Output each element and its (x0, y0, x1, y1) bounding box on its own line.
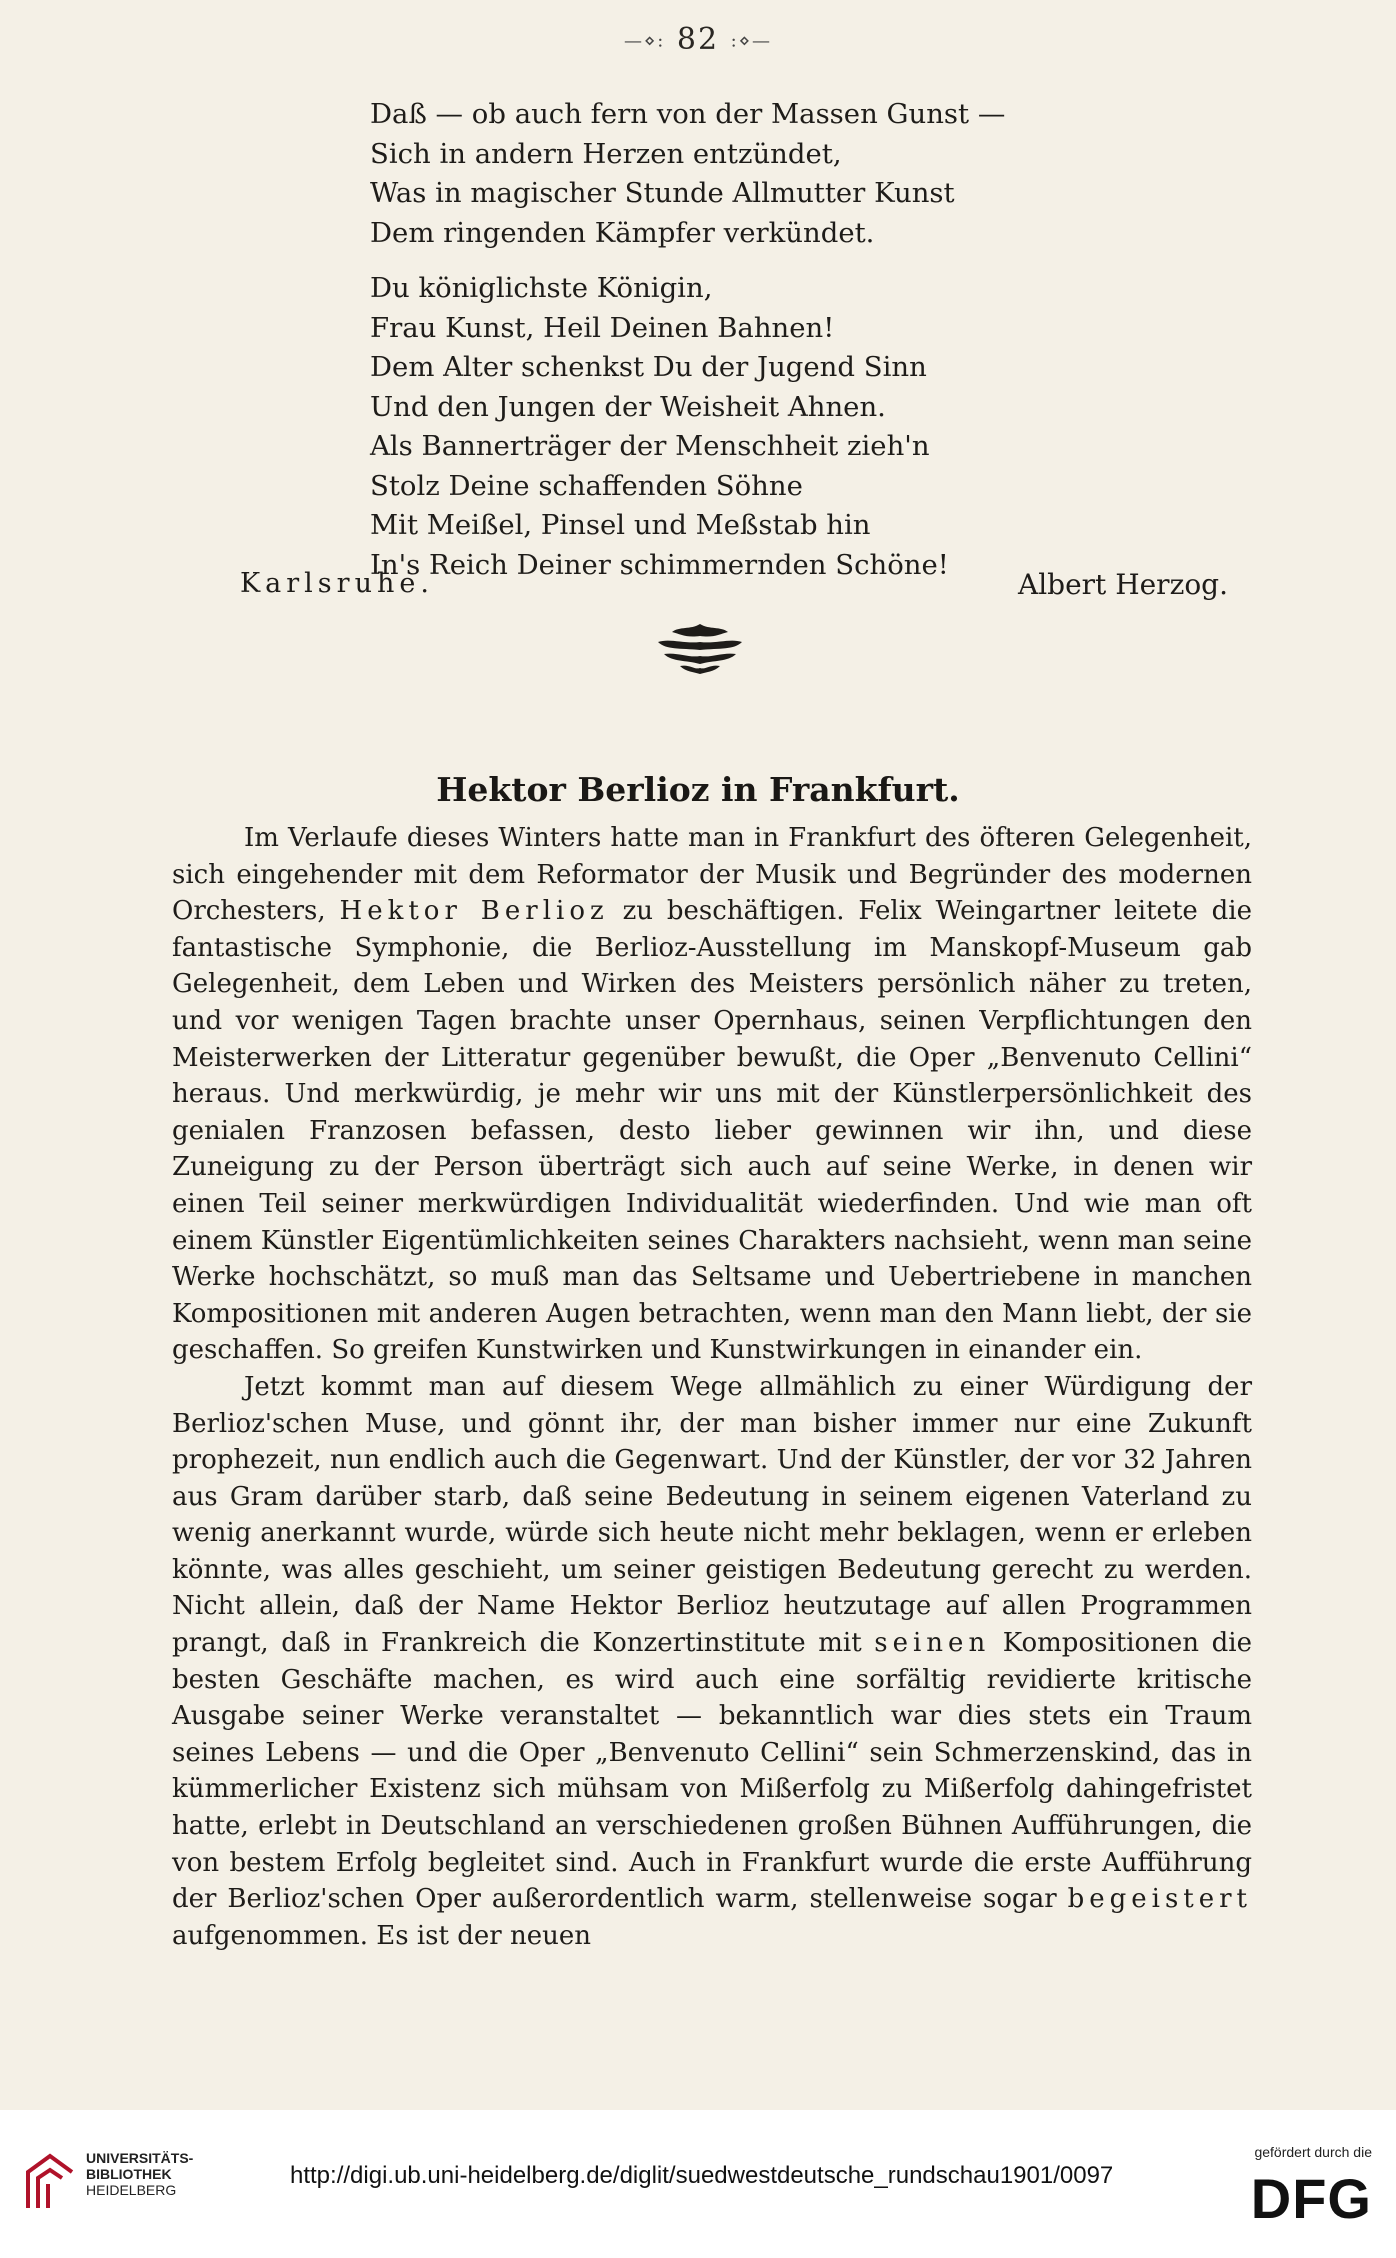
library-name-line: UNIVERSITÄTS- (86, 2150, 194, 2166)
page-number: 82 (676, 22, 720, 57)
source-url-link[interactable]: http://digi.ub.uni-heidelberg.de/diglit/suedwestdeutsche_rundschau1901/0097 (290, 2162, 1114, 2189)
library-name-line: BIBLIOTHEK (86, 2166, 172, 2182)
poem-line: Stolz Deine schaffenden Söhne (370, 469, 803, 502)
text-segment: Im Verlaufe dieses Winters hatte man in Frankfurt des öfteren Gelegenheit, sich eingehender mit dem Reformator der Musik und Begründer des modernen Orchesters, (172, 823, 1252, 927)
text-segment: Kompositionen die besten Geschäfte machen, es wird auch eine sorfältig revidierte kritische Ausgabe seiner Werke veranstaltet — bekanntlich war dies stets ein Traum seines Lebens — und die Oper „Benvenuto Cellini“ sein Schmerzenskind, das in kümmerlicher Existenz sich mühsam von Mißerfolg zu Mißerfolg dahingefristet hatte, erlebt in Deutschland an verschiedenen großen Bühnen Aufführungen, die von bestem Erfolg begleitet sind. Auch in Frankfurt wurde die erste Aufführung der Berlioz'schen Oper außerordentlich warm, stellenweise sogar (172, 1628, 1252, 1915)
poem-line: Mit Meißel, Pinsel und Meßstab hin (370, 509, 871, 541)
poem-line: Und den Jungen der Weisheit Ahnen. (370, 390, 886, 423)
library-name (86, 2150, 193, 2198)
text-segment: zu beschäftigen. Felix Weingartner leitete die fantastische Symphonie, die Berlioz-Ausstellung im Manskopf-Museum gab Gelegenheit, dem Leben und Wirken des Meisters persönlich näher zu treten, und vor wenigen Tagen brachte unser Opernhaus, seinen Verpflichtungen den Meisterwerken der Litteratur gegenüber bewußt, die Oper „Benvenuto Cellini“ heraus. Und merkwürdig, je mehr wir uns mit der Künstlerpersönlichkeit des genialen Franzosen befassen, desto lieber gewinnen wir ihn, und diese Zuneigung zu der Person überträgt sich auch auf seine Werke, in denen wir einen Teil seiner merkwürdigen Individualität wiederfinden. Und wie man oft einem Künstler Eigentümlichkeiten seines Charakters nachsieht, wenn man seine Werke hochschätzt, so muß man das Seltsame und Uebertriebene in manchen Kompositionen mit anderen Augen betrachten, wenn man den Mann liebt, der sie geschaffen. So greifen Kunstwirken und Kunstwirkungen in einander ein. (172, 896, 1253, 1366)
university-library-logo-icon (22, 2150, 78, 2214)
poem-line: Daß — ob auch fern von der Massen Gunst — (370, 98, 1006, 130)
library-name-line: HEIDELBERG (86, 2182, 177, 2198)
article-title: Hektor Berlioz in Frankfurt. (436, 770, 960, 809)
poem-line: Du königlichste Königin, (370, 272, 713, 304)
dfg-logo: DFG (1250, 2167, 1372, 2230)
header-ornament-right: :⋄— (730, 30, 772, 52)
poem-line: Was in magischer Stunde Allmutter Kunst (370, 177, 955, 209)
poem-author: Albert Herzog. (1017, 568, 1228, 601)
poem-line: Dem Alter schenkst Du der Jugend Sinn (370, 351, 927, 383)
poem-line: In's Reich Deiner schimmernden Schöne! (370, 548, 949, 581)
emphasized-word: begeistert (1067, 1884, 1252, 1915)
emphasized-name: Hektor Berlioz (339, 896, 609, 927)
text-segment: Jetzt kommt man auf diesem Wege allmählich zu einer Würdigung der Berlioz'schen Muse, und gönnt ihr, der man bisher immer nur eine Zukunft prophezeit, nun endlich auch die Gegenwart. Und der Künstler, der vor 32 Jahren aus Gram darüber starb, daß seine Bedeutung in seinem eigenen Vaterland zu wenig anerkannt wurde, würde sich heute nicht mehr beklagen, wenn er erleben könnte, was alles geschieht, um seiner geistigen Bedeutung gerecht zu werden. Nicht allein, daß der Name Hektor Berlioz heutzutage auf allen Programmen prangt, daß in Frankreich die Konzertinstitute mit (172, 1371, 1252, 1659)
article-paragraph (172, 820, 1252, 1369)
poem-place: Karlsruhe. (240, 568, 434, 599)
poem-line: Als Bannerträger der Menschheit zieh'n (370, 430, 930, 462)
page-header (0, 22, 1396, 57)
vignette-ornament-icon (650, 620, 750, 676)
poem (370, 95, 1005, 585)
poem-line: Sich in andern Herzen entzündet, (370, 137, 842, 170)
article-body (172, 820, 1252, 1954)
header-ornament-left: —⋄: (624, 30, 666, 52)
stanza-divider (370, 253, 1005, 269)
emphasized-word: seinen (874, 1628, 991, 1659)
text-segment: aufgenommen. Es ist der neuen (172, 1920, 591, 1951)
poem-line: Frau Kunst, Heil Deinen Bahnen! (370, 311, 835, 344)
digitization-footer (0, 2110, 1396, 2258)
poem-line: Dem ringenden Kämpfer verkündet. (370, 216, 875, 249)
article-paragraph (172, 1369, 1252, 1955)
funding-caption: gefördert durch die (1254, 2144, 1372, 2160)
